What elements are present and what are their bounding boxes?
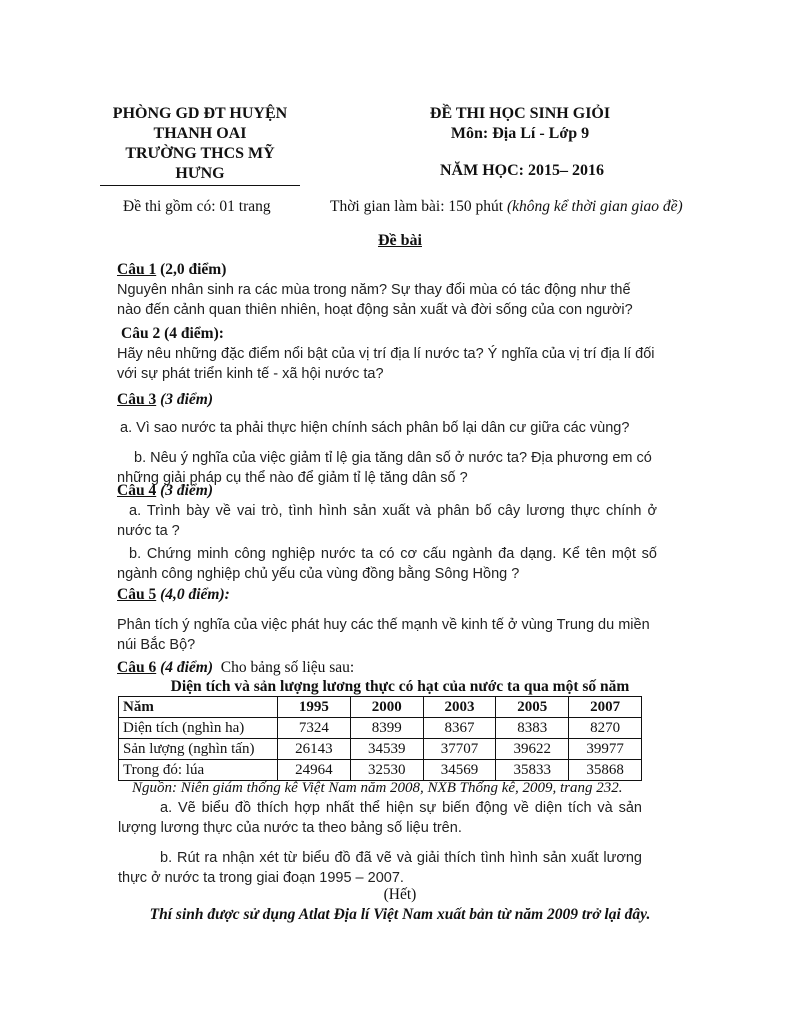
school-year: NĂM HỌC: 2015– 2016 xyxy=(440,162,604,179)
question-6-intro: Cho bảng số liệu sau: xyxy=(220,659,355,676)
table-cell: 26143 xyxy=(278,739,351,760)
question-5-title xyxy=(117,585,657,605)
table-cell: Diện tích (nghìn ha) xyxy=(119,718,278,739)
department-name: PHÒNG GD ĐT HUYỆN xyxy=(112,105,288,122)
table-source: Nguồn: Niên giám thống kê Việt Nam năm 2008, NXB Thống kê, 2009, trang 232. xyxy=(132,780,623,796)
question-6a: a. Vẽ biểu đồ thích hợp nhất thể hiện sự biến động về diện tích và sản lượng lương thực của nước ta theo bảng số liệu trên. xyxy=(118,800,642,836)
table-cell: 34569 xyxy=(423,760,496,781)
school-name: TRƯỜNG THCS MỸ HƯNG xyxy=(100,144,300,186)
table-cell: 39622 xyxy=(496,739,569,760)
question-3-points: (3 điểm) xyxy=(160,391,214,408)
question-6-label: Câu 6 xyxy=(117,659,157,676)
question-2-text: Hãy nêu những đặc điểm nổi bật của vị trí địa lí nước ta? Ý nghĩa của vị trí địa lí đối với sự phát triển kinh tế - xã hội nước ta? xyxy=(117,346,655,382)
time-limit: Thời gian làm bài: 150 phút xyxy=(330,198,504,215)
table-cell: 8399 xyxy=(350,718,423,739)
district-name: THANH OAI xyxy=(153,125,247,142)
table-cell: Trong đó: lúa xyxy=(119,760,278,781)
table-cell: 8383 xyxy=(496,718,569,739)
table-header-cell: 2003 xyxy=(423,697,496,718)
question-3a: a. Vì sao nước ta phải thực hiện chính sách phân bố lại dân cư giữa các vùng? xyxy=(120,420,630,436)
data-table xyxy=(118,696,642,781)
table-row xyxy=(119,760,642,781)
question-3-label: Câu 3 xyxy=(117,391,157,408)
table-row xyxy=(119,739,642,760)
time-note: (không kể thời gian giao đề) xyxy=(506,198,683,215)
question-4a: a. Trình bày về vai trò, tình hình sản xuất và phân bố cây lương thực chính ở nước ta ? xyxy=(117,503,657,539)
exam-subject: Môn: Địa Lí - Lớp 9 xyxy=(450,125,590,142)
question-1-label: Câu 1 xyxy=(117,261,157,278)
table-row xyxy=(119,718,642,739)
question-4b: b. Chứng minh công nghiệp nước ta có cơ cấu ngành đa dạng. Kể tên một số ngành công nghiệp chủ yếu của vùng đồng bằng Sông Hồng ? xyxy=(117,546,657,582)
school-header xyxy=(100,104,300,186)
exam-title: ĐỀ THI HỌC SINH GIỎI xyxy=(429,105,611,122)
table-cell: 35833 xyxy=(496,760,569,781)
table-header-cell: Năm xyxy=(119,697,278,718)
end-marker: (Hết) xyxy=(383,886,417,903)
time-info xyxy=(330,198,683,216)
table-cell: 37707 xyxy=(423,739,496,760)
exam-header xyxy=(400,104,640,144)
table-header-cell: 2005 xyxy=(496,697,569,718)
table-header-cell: 1995 xyxy=(278,697,351,718)
question-1-points: (2,0 điểm) xyxy=(156,261,227,278)
question-1-title xyxy=(117,260,657,280)
table-cell: 39977 xyxy=(569,739,642,760)
question-5 xyxy=(117,585,657,655)
question-4 xyxy=(117,481,657,584)
table-header-row xyxy=(119,697,642,718)
question-5-text: Phân tích ý nghĩa của việc phát huy các thế mạnh về kinh tế ở vùng Trung du miền núi Bắc Bộ? xyxy=(117,617,650,653)
question-3 xyxy=(117,390,657,488)
table-cell: 8367 xyxy=(423,718,496,739)
atlas-note: Thí sinh được sử dụng Atlat Địa lí Việt Nam xuất bản từ năm 2009 trở lại đây. xyxy=(149,906,651,923)
table-cell: 32530 xyxy=(350,760,423,781)
question-6 xyxy=(117,658,657,678)
table-header-cell: 2000 xyxy=(350,697,423,718)
question-2-title: Câu 2 (4 điểm): xyxy=(121,325,224,342)
question-5-label: Câu 5 xyxy=(117,586,157,603)
question-6b: b. Rút ra nhận xét từ biểu đồ đã vẽ và giải thích tình hình sản xuất lương thực ở nước ta trong giai đoạn 1995 – 2007. xyxy=(118,850,642,886)
question-6-points: (4 điểm) xyxy=(160,659,214,676)
table-cell: 34539 xyxy=(350,739,423,760)
table-title: Diện tích và sản lượng lương thực có hạt của nước ta qua một số năm xyxy=(170,678,630,695)
section-title: Đề bài xyxy=(378,232,422,249)
question-5-points: (4,0 điểm): xyxy=(160,586,230,603)
table-cell: 24964 xyxy=(278,760,351,781)
question-4-label: Câu 4 xyxy=(117,482,157,499)
table-cell: Sản lượng (nghìn tấn) xyxy=(119,739,278,760)
table-cell: 35868 xyxy=(569,760,642,781)
question-1 xyxy=(117,260,657,320)
question-4-points: (3 điểm) xyxy=(160,482,214,499)
question-2 xyxy=(117,324,661,384)
question-1-text: Nguyên nhân sinh ra các mùa trong năm? Sự thay đổi mùa có tác động như thế nào đến cảnh quan thiên nhiên, hoạt động sản xuất và đời sống của con người? xyxy=(117,282,633,318)
table-cell: 7324 xyxy=(278,718,351,739)
question-3b: b. Nêu ý nghĩa của việc giảm tỉ lệ gia tăng dân số ở nước ta? Địa phương em có những giải pháp cụ thể nào để giảm tỉ lệ tăng dân số ? xyxy=(117,450,652,486)
question-6-tasks xyxy=(118,798,642,888)
table-header-cell: 2007 xyxy=(569,697,642,718)
table-cell: 8270 xyxy=(569,718,642,739)
question-6-title xyxy=(117,658,657,678)
page-count-info: Đề thi gồm có: 01 trang xyxy=(123,198,271,215)
question-3-title xyxy=(117,390,657,410)
question-4-title xyxy=(117,481,657,501)
